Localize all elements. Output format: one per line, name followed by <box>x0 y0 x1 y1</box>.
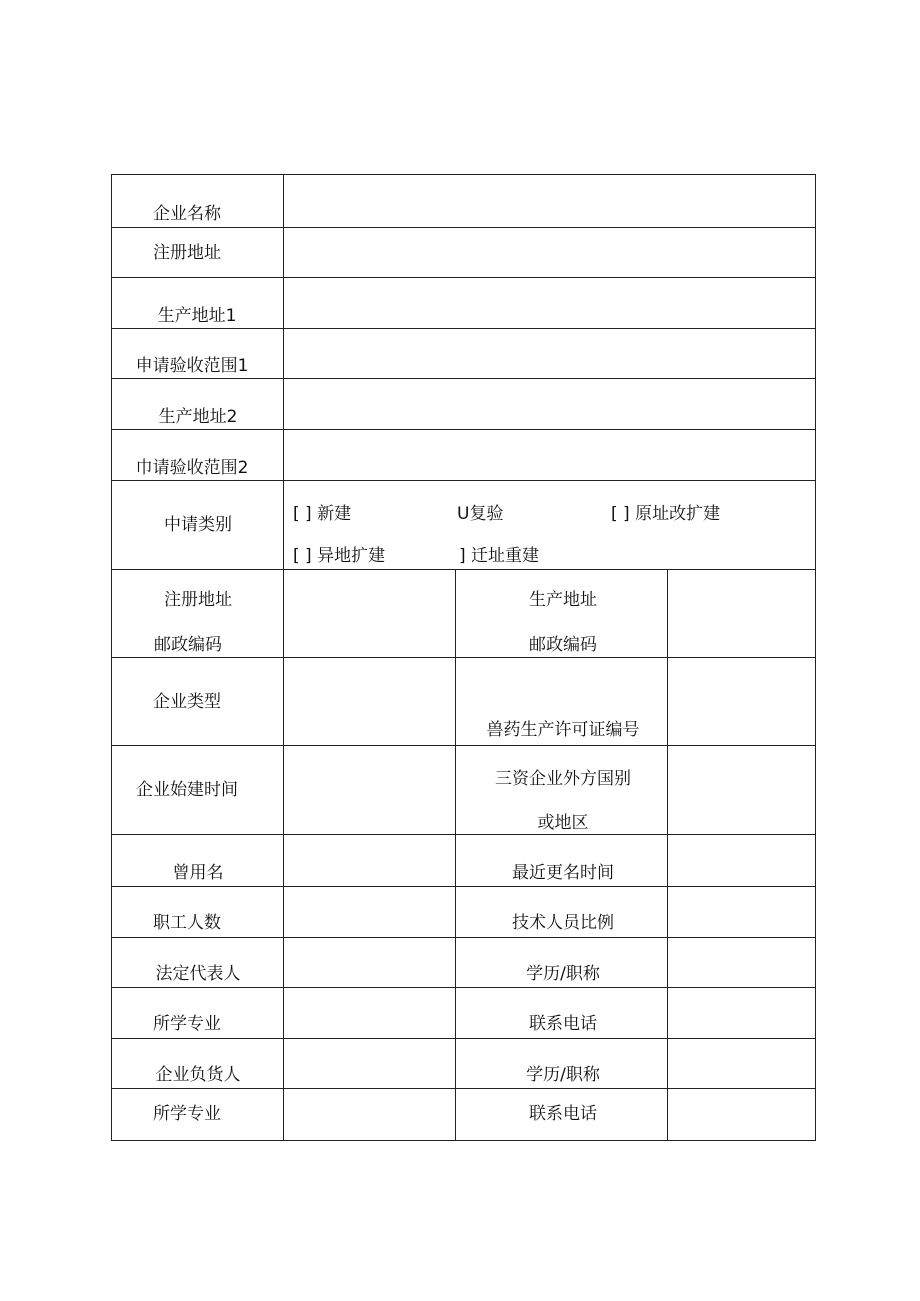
manager-phone-label: 联系电话 <box>529 1104 597 1124</box>
license-number-label: 兽药生产许可证编号 <box>486 720 640 740</box>
prod-address-1-label: 生产地址1 <box>157 306 237 326</box>
legal-rep-education-label: 学历/职称 <box>526 964 600 984</box>
prod-address-1-field[interactable] <box>284 278 815 328</box>
founded-time-field[interactable] <box>284 746 455 834</box>
option-rebuild-in-place[interactable]: [ ] 原址改扩建 <box>611 504 721 524</box>
tech-ratio-label: 技术人员比例 <box>512 913 614 933</box>
legal-rep-phone-field[interactable] <box>668 988 815 1038</box>
company-type-label: 企业类型 <box>153 692 221 712</box>
option-new-build[interactable]: [ ] 新建 <box>293 504 352 524</box>
prod-address-2-label: 生产地址2 <box>158 407 238 427</box>
prod-postcode-field[interactable] <box>668 570 815 657</box>
reg-postcode-label-line1: 注册地址 <box>164 590 232 610</box>
manager-phone-field[interactable] <box>668 1089 815 1140</box>
manager-education-field[interactable] <box>668 1039 815 1088</box>
scope-1-label: 申请验收范围1 <box>135 356 249 376</box>
staff-count-field[interactable] <box>284 887 455 937</box>
option-relocate-rebuild[interactable]: ] 迁址重建 <box>459 546 540 566</box>
rename-time-field[interactable] <box>668 835 815 886</box>
foreign-country-label-line1: 三资企业外方国别 <box>495 769 631 789</box>
apply-type-label: 中请类别 <box>164 515 232 535</box>
manager-major-label: 所学专业 <box>153 1104 221 1124</box>
row-divider <box>112 480 815 481</box>
tech-ratio-field[interactable] <box>668 887 815 937</box>
manager-label: 企业负货人 <box>155 1065 241 1085</box>
option-reinspect[interactable]: U复验 <box>457 504 504 524</box>
enterprise-info-form <box>111 174 816 1141</box>
legal-rep-education-field[interactable] <box>668 938 815 987</box>
company-name-label: 企业名称 <box>153 204 221 224</box>
scope-2-field[interactable] <box>284 430 815 480</box>
reg-address-label: 注册地址 <box>153 243 221 263</box>
scope-2-label: 巾请验收范围2 <box>135 458 249 478</box>
reg-address-field[interactable] <box>284 228 815 277</box>
legal-rep-phone-label: 联系电话 <box>529 1014 597 1034</box>
rename-time-label: 最近更名时间 <box>512 863 614 883</box>
prod-address-2-field[interactable] <box>284 379 815 429</box>
manager-education-label: 学历/职称 <box>526 1065 600 1085</box>
legal-rep-label: 法定代表人 <box>155 964 241 984</box>
legal-rep-major-label: 所学专业 <box>153 1014 221 1034</box>
reg-postcode-field[interactable] <box>284 570 455 657</box>
scope-1-field[interactable] <box>284 329 815 378</box>
legal-rep-field[interactable] <box>284 938 455 987</box>
company-name-field[interactable] <box>284 175 815 227</box>
former-name-label: 曾用名 <box>172 863 224 883</box>
column-divider <box>455 569 456 1140</box>
company-type-field[interactable] <box>284 658 455 745</box>
license-number-field[interactable] <box>668 658 815 745</box>
staff-count-label: 职工人数 <box>153 913 221 933</box>
manager-major-field[interactable] <box>284 1089 455 1140</box>
reg-postcode-label-line2: 邮政编码 <box>154 635 222 655</box>
foreign-country-field[interactable] <box>668 746 815 834</box>
founded-time-label: 企业始建时间 <box>136 780 238 800</box>
prod-postcode-label-line2: 邮政编码 <box>529 635 597 655</box>
manager-field[interactable] <box>284 1039 455 1088</box>
former-name-field[interactable] <box>284 835 455 886</box>
option-expand-elsewhere[interactable]: [ ] 异地扩建 <box>293 546 386 566</box>
foreign-country-label-line2: 或地区 <box>537 813 589 833</box>
legal-rep-major-field[interactable] <box>284 988 455 1038</box>
prod-postcode-label-line1: 生产地址 <box>529 590 597 610</box>
